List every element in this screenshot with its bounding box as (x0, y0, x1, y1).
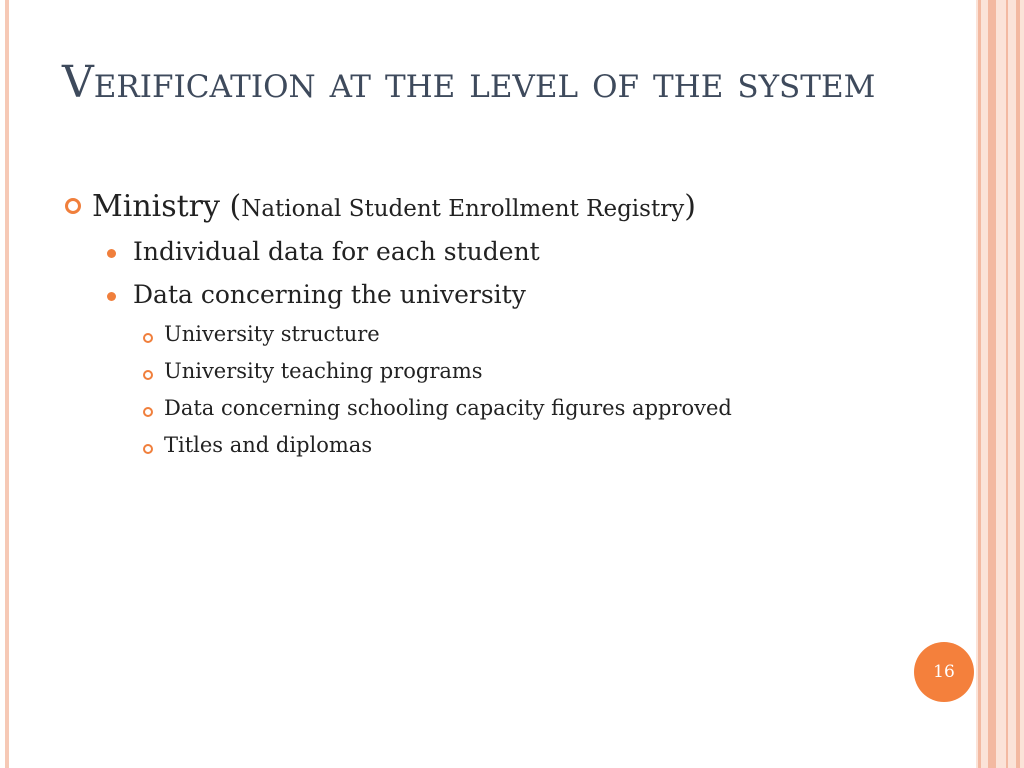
bullet-level3-item: University teaching programs (164, 359, 483, 383)
bullet-level3-item: Data concerning schooling capacity figures approved (164, 396, 732, 420)
slide-title: Verification at the level of the system (62, 57, 876, 108)
bullet-level2-item: Data concerning the university (133, 280, 526, 309)
level1-main-text: Ministry ( (92, 189, 242, 224)
right-decorative-band (976, 0, 1024, 768)
bullet-level1-ministry (92, 187, 696, 229)
level1-paren-text: National Student Enrollment Registry (241, 196, 685, 222)
dot-bullet-icon (107, 292, 116, 301)
small-ring-bullet-icon (143, 407, 153, 417)
right-band-line (1006, 0, 1008, 768)
dot-bullet-icon (107, 249, 116, 258)
small-ring-bullet-icon (143, 444, 153, 454)
bullet-level3-item: Titles and diplomas (164, 433, 373, 457)
small-ring-bullet-icon (143, 333, 153, 343)
small-ring-bullet-icon (143, 370, 153, 380)
page-number-badge: 16 (914, 642, 974, 702)
right-band-line (1016, 0, 1020, 768)
ring-bullet-icon (65, 198, 81, 214)
level1-close-text: ) (684, 189, 696, 224)
right-band-line (988, 0, 996, 768)
bullet-level2-item: Individual data for each student (133, 237, 540, 266)
right-band-line (978, 0, 981, 768)
bullet-level3-item: University structure (164, 322, 380, 346)
